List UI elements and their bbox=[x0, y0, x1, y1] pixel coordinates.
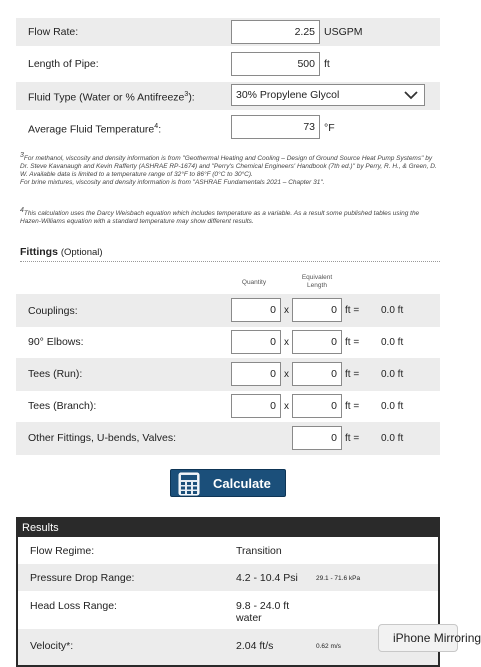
iphone-mirroring-toast[interactable]: iPhone Mirroring bbox=[378, 624, 458, 652]
velocity-value: 2.04 ft/s bbox=[236, 640, 274, 652]
elbows-result: 0.0 ft bbox=[381, 337, 404, 348]
tees-run-result: 0.0 ft bbox=[381, 369, 404, 380]
results-panel bbox=[16, 517, 440, 667]
velocity-label: Velocity*: bbox=[30, 640, 74, 652]
ft-equals: ft = bbox=[345, 305, 360, 316]
quantity-column-header: Quantity bbox=[241, 279, 267, 286]
elbows-quantity-input[interactable]: 0 bbox=[231, 330, 281, 354]
result-row-velocity bbox=[18, 629, 438, 665]
tees-branch-length-input[interactable]: 0 bbox=[292, 394, 342, 418]
pressure-drop-value: 4.2 - 10.4 Psi bbox=[236, 572, 298, 584]
couplings-result: 0.0 ft bbox=[381, 305, 404, 316]
avg-temp-unit: °F bbox=[324, 122, 335, 134]
head-loss-value: 9.8 - 24.0 ft water bbox=[236, 600, 290, 624]
multiply-sign: x bbox=[284, 337, 289, 348]
tees-run-quantity-input[interactable]: 0 bbox=[231, 362, 281, 386]
results-header: Results bbox=[18, 519, 438, 537]
pipe-length-label: Length of Pipe: bbox=[28, 58, 99, 70]
fitting-label: Tees (Branch): bbox=[28, 400, 97, 412]
fittings-heading: Fittings (Optional) bbox=[20, 246, 103, 258]
result-row-head-loss bbox=[18, 591, 438, 629]
fitting-label: Other Fittings, U-bends, Valves: bbox=[28, 432, 177, 444]
velocity-metric: 0.62 m/s bbox=[316, 643, 341, 650]
calculate-label: Calculate bbox=[213, 476, 271, 491]
pipe-length-input[interactable]: 500 bbox=[231, 52, 320, 76]
pressure-drop-metric: 29.1 - 71.6 kPa bbox=[316, 575, 361, 582]
fluid-type-selected: 30% Propylene Glycol bbox=[236, 89, 340, 101]
fitting-label: Tees (Run): bbox=[28, 368, 83, 380]
flow-rate-row bbox=[16, 18, 440, 46]
result-row-pressure-drop bbox=[18, 564, 438, 591]
multiply-sign: x bbox=[284, 305, 289, 316]
ft-equals: ft = bbox=[345, 369, 360, 380]
couplings-quantity-input[interactable]: 0 bbox=[231, 298, 281, 322]
ft-equals: ft = bbox=[345, 337, 360, 348]
multiply-sign: x bbox=[284, 369, 289, 380]
other-length-input[interactable]: 0 bbox=[292, 426, 342, 450]
elbows-length-input[interactable]: 0 bbox=[292, 330, 342, 354]
fluid-type-label: Fluid Type (Water or % Antifreeze$^3$): bbox=[28, 91, 195, 104]
tees-branch-result: 0.0 ft bbox=[381, 401, 404, 412]
fitting-row-other bbox=[16, 422, 440, 455]
tees-branch-quantity-input[interactable]: 0 bbox=[231, 394, 281, 418]
tees-run-length-input[interactable]: 0 bbox=[292, 362, 342, 386]
flow-regime-label: Flow Regime: bbox=[30, 545, 95, 557]
couplings-length-input[interactable]: 0 bbox=[292, 298, 342, 322]
fitting-label: 90° Elbows: bbox=[28, 336, 84, 348]
calculator-icon bbox=[177, 472, 201, 496]
fluid-type-select[interactable] bbox=[231, 84, 425, 106]
pressure-drop-label: Pressure Drop Range: bbox=[30, 572, 135, 584]
fitting-row-couplings bbox=[16, 294, 440, 327]
fitting-row-tees-run bbox=[16, 358, 440, 391]
chevron-down-icon bbox=[404, 89, 418, 101]
multiply-sign: x bbox=[284, 401, 289, 412]
pipe-length-unit: ft bbox=[324, 58, 330, 70]
flow-regime-value: Transition bbox=[236, 545, 282, 557]
avg-temp-input[interactable]: 73 bbox=[231, 115, 320, 139]
avg-temp-row bbox=[16, 114, 440, 142]
pipe-length-row bbox=[16, 50, 440, 78]
result-row-flow-regime bbox=[18, 537, 438, 564]
ft-equals: ft = bbox=[345, 433, 360, 444]
avg-temp-label: Average Fluid Temperature$^4$: bbox=[28, 123, 162, 136]
ft-equals: ft = bbox=[345, 401, 360, 412]
flow-rate-unit: USGPM bbox=[324, 26, 363, 38]
other-result: 0.0 ft bbox=[381, 433, 404, 444]
head-loss-label: Head Loss Range: bbox=[30, 600, 117, 612]
flow-rate-input[interactable]: 2.25 bbox=[231, 20, 320, 44]
fittings-divider bbox=[20, 261, 440, 262]
equivalent-length-column-header: Equivalent Length bbox=[301, 274, 333, 289]
fitting-row-tees-branch bbox=[16, 391, 440, 422]
fitting-label: Couplings: bbox=[28, 305, 78, 317]
calculate-button[interactable] bbox=[170, 469, 286, 497]
footnote-3: $^3$For methanol, viscosity and density information is from "Geothermal Heating and Cooling – Design of Ground Source Heat Pump Systems" by Dr. Steve Kavanaugh and Kevin Rafferty (ASHRAE RP-1674) and "Perry's Chemical Engineers' Handbook (7th ed.)" by Perry, R. H., & Green, D. W. Available data is limited to a temperature range of 32°F to 86°F (0°C to 30°C). For brine mixtures, viscosity and density information is from "ASHRAE Fundamentals 2021 – Chapter 31". bbox=[20, 152, 437, 187]
flow-rate-label: Flow Rate: bbox=[28, 26, 79, 38]
footnote-4: $^4$This calculation uses the Darcy Weisbach equation which includes temperature as a variable. As a result some published tables using the Hazen-Williams equation with a standard temperature may show different results. bbox=[20, 207, 420, 226]
fitting-row-elbows bbox=[16, 327, 440, 358]
